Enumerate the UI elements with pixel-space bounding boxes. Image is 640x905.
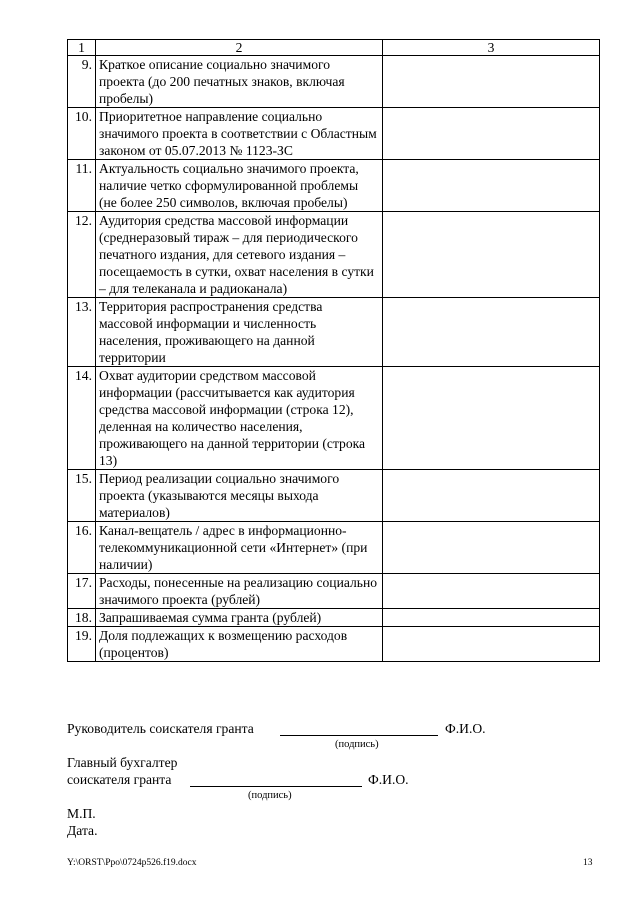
date-label: Дата.	[67, 823, 98, 838]
row-value-cell[interactable]	[383, 298, 600, 367]
table-row	[68, 108, 600, 160]
row-value-cell[interactable]	[383, 609, 600, 627]
row-number: 13.	[68, 298, 96, 367]
row-value-cell[interactable]	[383, 108, 600, 160]
table-row	[68, 367, 600, 470]
row-value-cell[interactable]	[383, 574, 600, 609]
table-row	[68, 56, 600, 108]
row-description: Приоритетное направление социально значимого проекта в соответствии с Областным законом от 05.07.2013 № 1123-ЗС	[96, 108, 383, 160]
stamp-label: М.П.	[67, 806, 96, 821]
row-description: Охват аудитории средством массовой информации (рассчитывается как аудитория средства массовой информации (строка 12), деленная на количество населения, проживающего на данной территории (строка 13)	[96, 367, 383, 470]
head-signature-line[interactable]	[280, 735, 438, 736]
row-description: Краткое описание социально значимого проекта (до 200 печатных знаков, включая пробелы)	[96, 56, 383, 108]
table-row	[68, 298, 600, 367]
column-1-header: 1	[68, 40, 96, 56]
column-3-header: 3	[383, 40, 600, 56]
application-form-table	[67, 39, 600, 662]
table-row	[68, 609, 600, 627]
row-description: Запрашиваемая сумма гранта (рублей)	[96, 609, 383, 627]
row-number: 16.	[68, 522, 96, 574]
row-description: Период реализации социально значимого проекта (указываются месяцы выхода материалов)	[96, 470, 383, 522]
row-number: 11.	[68, 160, 96, 212]
column-2-header: 2	[96, 40, 383, 56]
accountant-signature-caption: (подпись)	[248, 790, 292, 801]
footer-page-number: 13	[583, 858, 593, 868]
row-number: 19.	[68, 627, 96, 662]
row-value-cell[interactable]	[383, 367, 600, 470]
footer-file-path: Y:\ORST\Ppo\0724p526.f19.docx	[67, 858, 197, 868]
table-row	[68, 627, 600, 662]
row-value-cell[interactable]	[383, 160, 600, 212]
table-row	[68, 160, 600, 212]
row-description: Доля подлежащих к возмещению расходов (процентов)	[96, 627, 383, 662]
table-row	[68, 574, 600, 609]
accountant-signature-line[interactable]	[190, 786, 362, 787]
row-description: Актуальность социально значимого проекта, наличие четко сформулированной проблемы (не более 250 символов, включая пробелы)	[96, 160, 383, 212]
row-value-cell[interactable]	[383, 470, 600, 522]
row-value-cell[interactable]	[383, 212, 600, 298]
row-description: Аудитория средства массовой информации (среднеразовый тираж – для периодического печатного издания, для сетевого издания – посещаемость в сутки, охват населения в сутки – для телеканала и радиоканала)	[96, 212, 383, 298]
row-value-cell[interactable]	[383, 522, 600, 574]
accountant-label-line2: соискателя гранта	[67, 772, 172, 787]
accountant-fio-label: Ф.И.О.	[368, 772, 409, 787]
row-number: 10.	[68, 108, 96, 160]
row-number: 17.	[68, 574, 96, 609]
table-header-row	[68, 40, 600, 56]
row-value-cell[interactable]	[383, 56, 600, 108]
row-number: 12.	[68, 212, 96, 298]
row-number: 18.	[68, 609, 96, 627]
table-row	[68, 522, 600, 574]
accountant-label-line1: Главный бухгалтер	[67, 755, 178, 770]
row-number: 14.	[68, 367, 96, 470]
row-number: 9.	[68, 56, 96, 108]
head-signature-caption: (подпись)	[335, 739, 379, 750]
table-row	[68, 470, 600, 522]
row-value-cell[interactable]	[383, 627, 600, 662]
head-signature-label: Руководитель соискателя гранта	[67, 721, 254, 736]
row-description: Канал-вещатель / адрес в информационно-телекоммуникационной сети «Интернет» (при наличии)	[96, 522, 383, 574]
row-description: Расходы, понесенные на реализацию социально значимого проекта (рублей)	[96, 574, 383, 609]
table-row	[68, 212, 600, 298]
row-number: 15.	[68, 470, 96, 522]
row-description: Территория распространения средства массовой информации и численность населения, проживающего на данной территории	[96, 298, 383, 367]
head-fio-label: Ф.И.О.	[445, 721, 486, 736]
